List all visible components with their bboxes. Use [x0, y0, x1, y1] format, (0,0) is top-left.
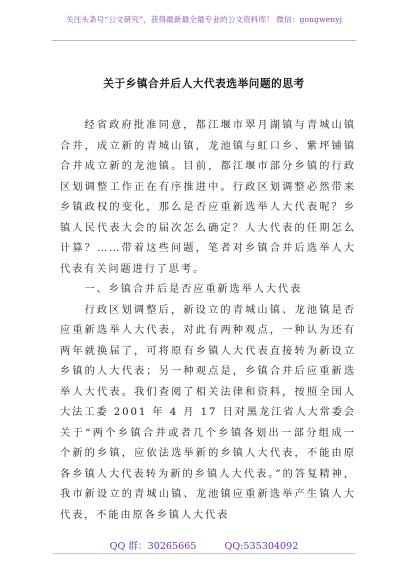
section-heading: 一、乡镇合并后是否应重新选举人大代表 [84, 284, 303, 295]
paragraph-intro: 经省政府批准同意，都江堰市翠月湖镇与青城山镇合并，成立新的青城山镇，龙池镇与虹口乡、紫坪铺镇合并成立新的龙池镇。目前，都江堰市部分乡镇的行政区划调整工作正在有序推进中。行政区划调整必然带来乡镇政权的变化，那么是否应重新选举人大代表呢？乡镇人民代表大会的届次怎么确定？人大代表的任期怎么计算？……带着这些问题，笔者对乡镇合并后选举人大代表有关问题进行了思考。 [60, 120, 356, 275]
footer-qq-group: QQ 群：30265665 [109, 541, 197, 552]
document-body [60, 116, 356, 526]
header-note: 关注头条号“公文研究”，获得最新最全最专业的公文资料库！ 微信：gongwenyj [65, 15, 343, 24]
footer-divider [52, 553, 356, 554]
footer-contact [0, 538, 408, 552]
document-title: 关于乡镇合并后人大代表选举问题的思考 [103, 78, 305, 90]
footer-qq: QQ:535304092 [224, 541, 299, 552]
header-divider [52, 40, 356, 41]
paragraph-section-1: 行政区划调整后，新设立的青城山镇、龙池镇是否应重新选举人大代表，对此有两种观点，一种认为还有两年就换届了，可将原有乡镇人大代表直接转为新设立乡镇的人大代表；另一种观点是，乡镇合并后应重新选举人大代表。我们查阅了相关法律和资料，按照全国人大法工委 2001 年 4 月 17 日对黑龙江省人大常委会关于“两个乡镇合并或者几个乡镇各划出一部分组成一个新的乡镇，应依法选举新的乡镇人大代表，不能由原各乡镇人大代表转为新的乡镇人大代表。”的答复精神，我市新设立的青城山镇、龙池镇应重新选举产生镇人大代表，不能由原各乡镇人大代表 [60, 304, 356, 521]
